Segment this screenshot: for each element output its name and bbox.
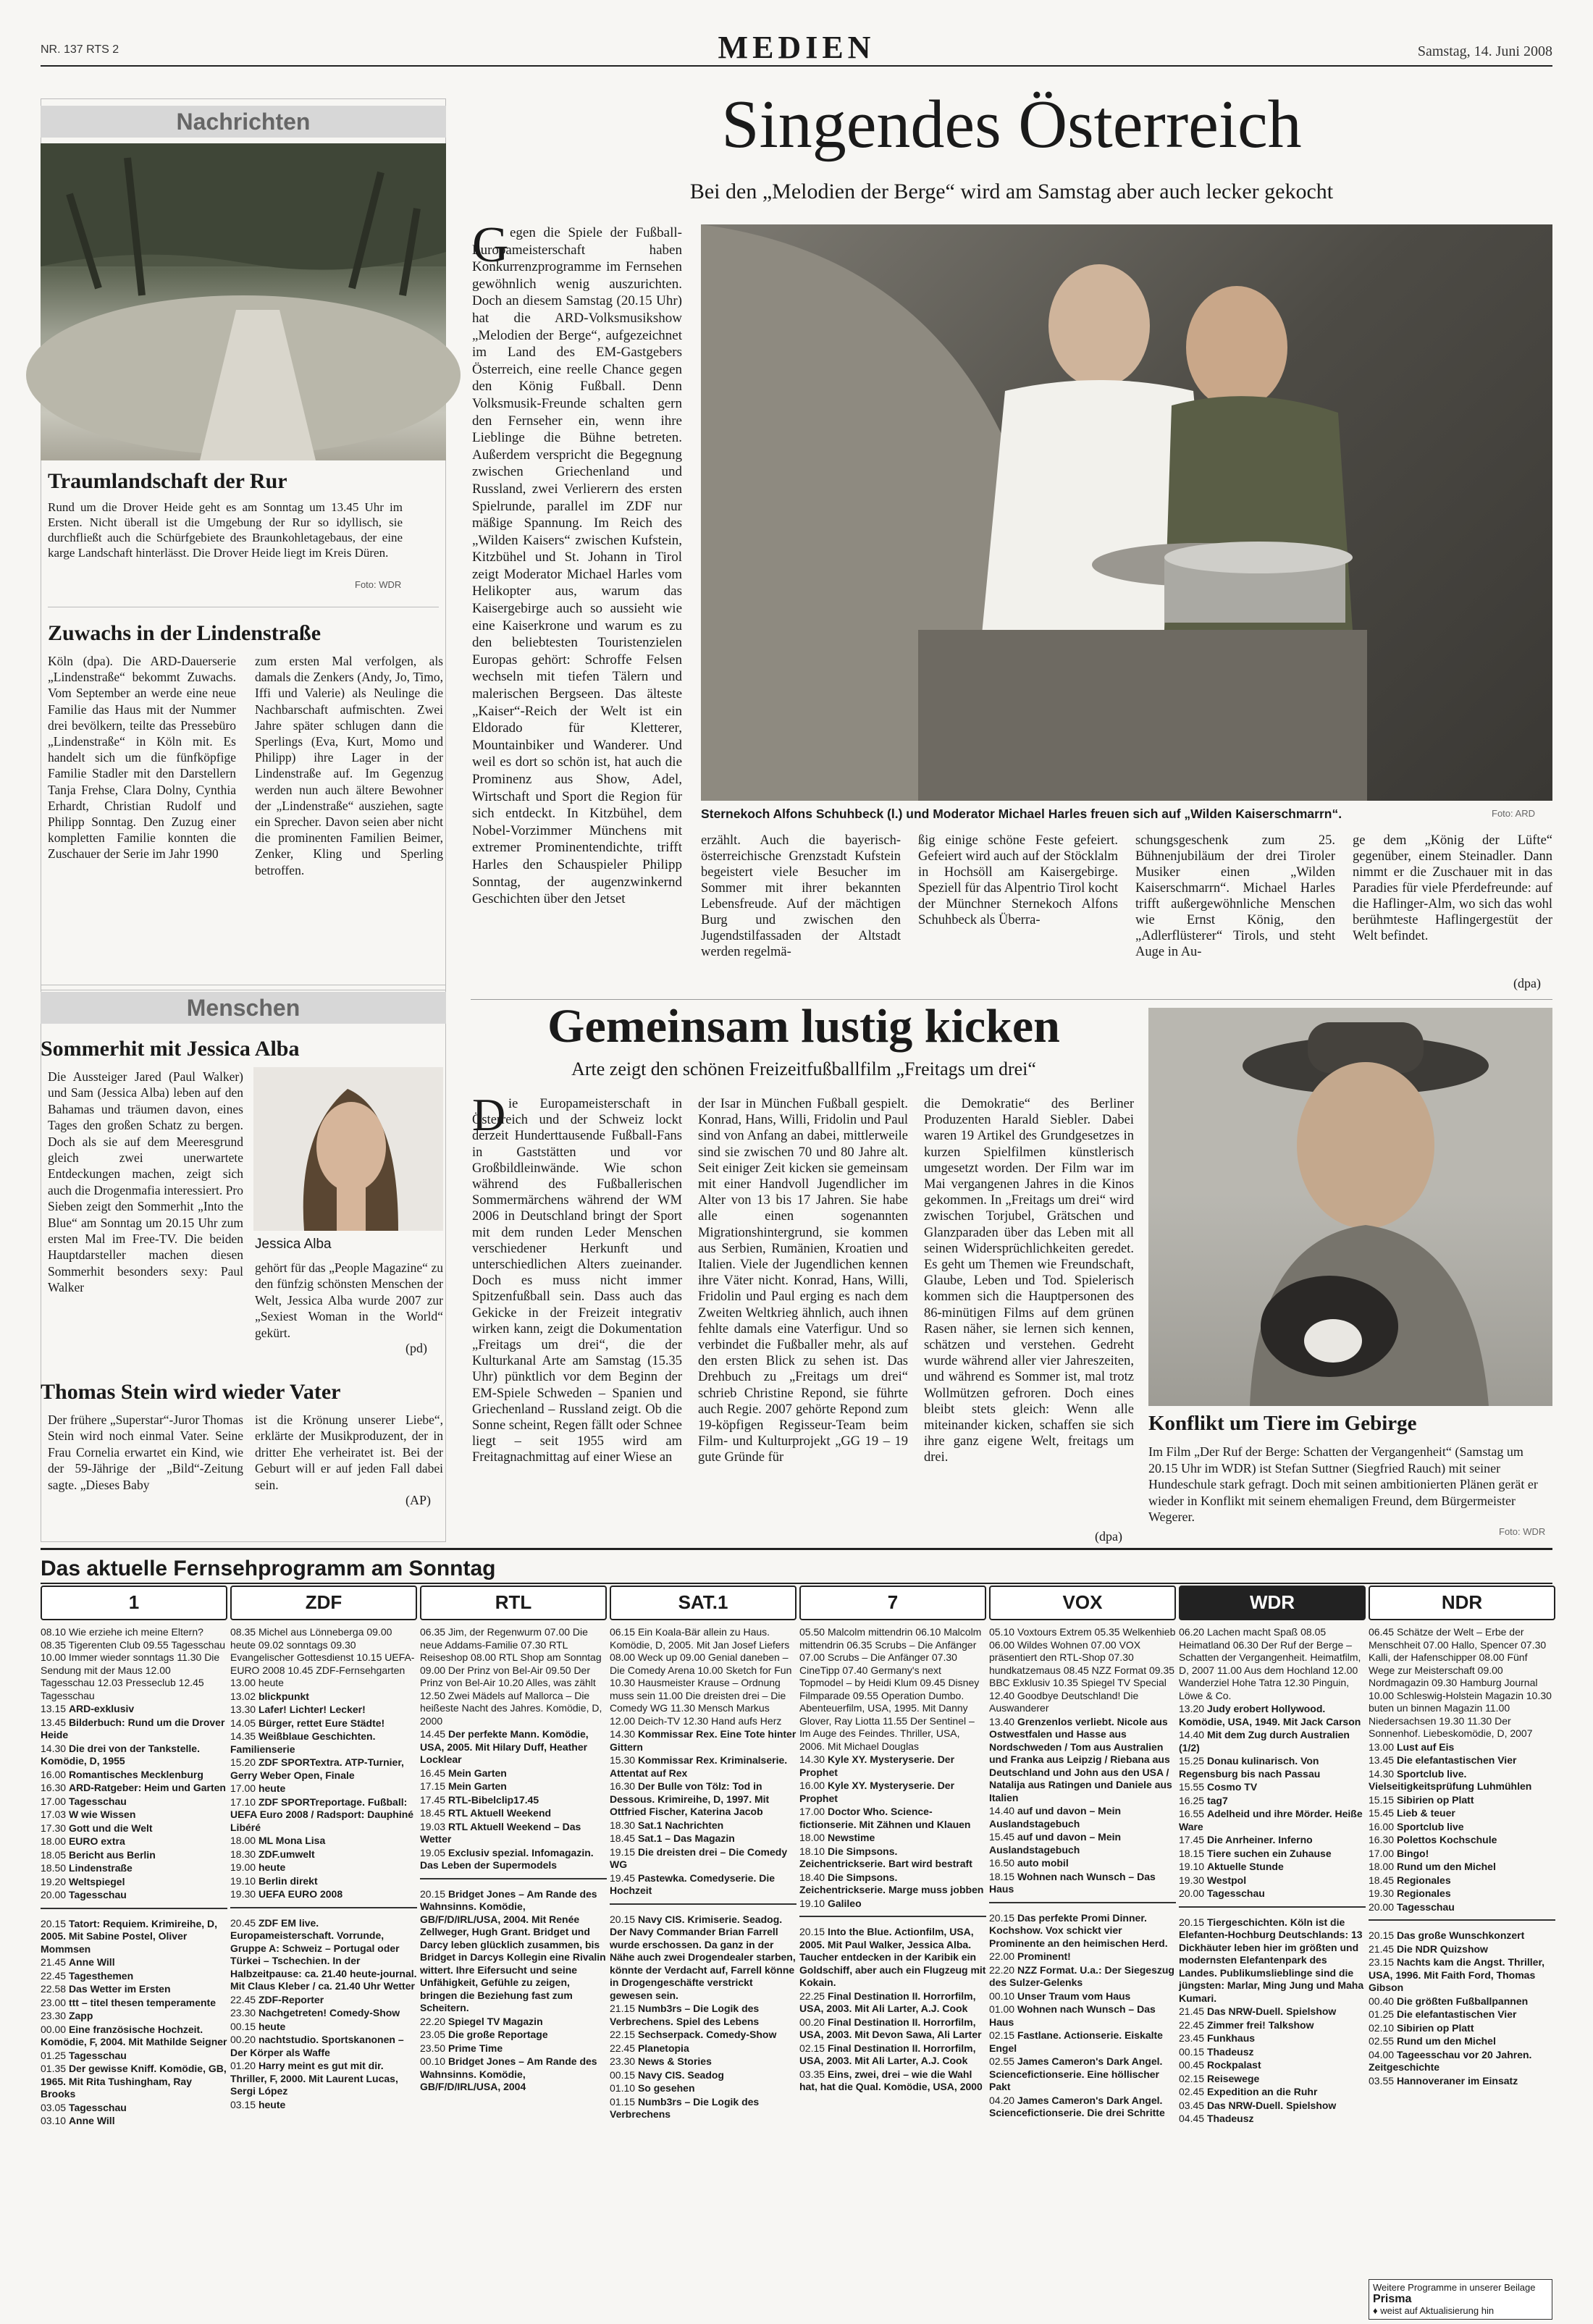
tv-footer-text2: weist auf Aktualisierung hin: [1380, 2305, 1495, 2316]
tv-listing-entry: 03.35 Eins, zwei, drei – wie die Wahl hat, hat die Qual. Komödie, USA, 2000: [799, 2068, 983, 2092]
tv-listing-entry: 15.15 Sibirien op Platt: [1369, 1793, 1474, 1806]
tv-listing-entry: 17.45 Die Anrheiner. Inferno: [1179, 1834, 1313, 1845]
wdr-logo-icon: WDR: [1179, 1586, 1366, 1620]
tv-listing-entry: 18.00 ML Mona Lisa: [230, 1835, 326, 1846]
main-col-3: schungsgeschenk zum 25. Bühnenjubiläum der drei Tiroler Musiker einen „Wilden Kaiserschmarrn“. Michael Harles trifft außergewöhnliche Menschen wie Ernst König, den „Adlerflüsterer“ Tirols, und steht Auge in Au-: [1135, 833, 1335, 959]
ndr-logo-icon: NDR: [1369, 1586, 1555, 1620]
main-col-2: ßig einige schöne Feste gefeiert. Gefeiert wird auch auf der Stöcklalm in Hochsöll am Kaisergebirge. Speziell für das Alpentrio Tirol kocht der Münchner Sternekoch Alfons Schuhbeck als Überra-: [918, 833, 1118, 927]
tv-listing-entry: 04.00 Tageesschau vor 20 Jahren. Zeitgeschichte: [1369, 2048, 1532, 2073]
story-col2-alba: gehört für das „People Magazine“ zu den fünfzig schönsten Menschen der Welt, Jessica Alba wurde 2007 zur „Sexiest Woman in the World“ gekürt.: [255, 1260, 443, 1340]
tv-listing-entry: 20.15 Tatort: Requiem. Krimireihe, D, 2005. Mit Sabine Postel, Oliver Mommsen: [41, 1917, 218, 1955]
tv-listing-entry: 22.25 Final Destination II. Horrorfilm, USA, 2003. Mit Ali Larter, A.J. Cook: [799, 1990, 976, 2014]
second-col-3: die Demokratie“ des Berliner Produzenten Harald Siebler. Dabei waren 19 Artikel des Grundgesetzes in kurzen Spielfilmen künstlerisch umgesetzt worden. Der Film war im Mai vergangenen Jahres in die Kinos gekommen. In „Freitags um drei“ wird zwischen Torjubel, Grätschen und Glanzparaden über das Leben mit all seinen Widersprüchlichkeiten geredet. Es geht um Themen wie Freundschaft, Glaube, Leben und Tod. Spielerisch kommen sich die Hauptpersonen des 86-minütigen Films auf dem grünen Rasen näher, sie lernen sich kennen, schätzen und verstehen. Gedreht wurde während aller vier Jahreszeiten, und während es Sommer ist, mal trotz Wollmützen gefroren. Doch eines bleibt stets gleich: Wenn alle miteinander kicken, schaffen sie sich ihre ganz eigene Welt, freitags um drei.: [924, 1097, 1134, 1465]
tv-listing-entry: 21.15 Numb3rs – Die Logik des Verbrechens. Spiel des Lebens: [610, 2003, 760, 2027]
tv-listing-entry: 13.00 Lust auf Eis: [1369, 1740, 1455, 1753]
tv-listing-entry: 01.25 Die elefantastischen Vier: [1369, 2008, 1517, 2020]
tv-eve-pro7: [799, 1926, 986, 2094]
tv-listing-entry: 00.10 Unser Traum vom Haus: [989, 1990, 1131, 2002]
tv-day-zdf: [230, 1626, 417, 1901]
tv-listing-entry: 19.10 Berlin direkt: [230, 1874, 318, 1887]
tv-listing-entry: 02.15 Final Destination II. Horrorfilm, USA, 2003. Mit Ali Larter, A.J. Cook: [799, 2042, 976, 2066]
tv-listing-entry: 20.45 ZDF EM live. Europameisterschaft. Vorrunde, Gruppe A: Schweiz – Portugal oder Türkei – Tschechien. In der Halbzeitpause: ca. 21.40 heute-journal. Mit Claus Kleber / ca. 21.40 Uhr Wetter: [230, 1916, 417, 1992]
tv-listing-entry: 16.50 auto mobil: [989, 1857, 1069, 1869]
story-col1-stein: Der frühere „Superstar“-Juror Thomas Stein wird noch einmal Vater. Seine Frau Cornelia erwartet ein Kind, wie der 59-Jährige der „Bild“-Zeitung sagte. „Dieses Baby: [48, 1412, 243, 1492]
tv-listing-entry: 20.15 Das perfekte Promi Dinner. Kochshow. Vox schickt vier Prominente an den heimischen Herd.: [989, 1911, 1168, 1949]
tv-listing-entry: 16.55 Adelheid und ihre Mörder. Heiße Ware: [1179, 1808, 1363, 1832]
story-title-rur: Traumlandschaft der Rur: [48, 469, 287, 493]
tv-listing-entry: 03.15 heute: [230, 2098, 286, 2110]
nachrichten-header: Nachrichten: [41, 106, 446, 138]
tv-listing-entry: 18.00 EURO extra: [41, 1835, 125, 1847]
section-title: MEDIEN: [718, 30, 875, 65]
tv-listing-entry: 22.45 Tagesthemen: [41, 1969, 134, 1982]
second-dropcap: D: [472, 1089, 506, 1140]
tv-listing-entry: 20.15 Navy CIS. Krimiserie. Seadog. Der Navy Commander Brian Farrell wurde erschossen. Da ganz in der Nähe auch zwei Drogendealer starben, könnte der Verdacht auf, Farrell könne in Drogengeschäfte verstrickt gewesen sein.: [610, 1913, 796, 2001]
tv-listing-entry: 14.35 Weißblaue Geschichten. Familienserie: [230, 1730, 376, 1755]
tv-listing-entry: 18.45 Regionales: [1369, 1874, 1451, 1886]
tv-listing-entry: 20.15 Into the Blue. Actionfilm, USA, 2005. Mit Paul Walker, Jessica Alba. Taucher entdecken in der Karibik ein Goldschiff, aber auch ein Flugzeug mit Kokain.: [799, 1926, 986, 1988]
tv-eve-vox: [989, 1912, 1176, 2120]
main-photo-caption: Sternekoch Alfons Schuhbeck (l.) und Moderator Michael Harles freuen sich auf „Wilden Kaiserschmarrn“.: [701, 807, 1342, 821]
tv-listing-entry: 01.20 Harry meint es gut mit dir. Thriller, F, 2000. Mit Laurent Lucas, Sergi López: [230, 2060, 398, 2097]
tv-column-rtl: [420, 1586, 607, 2310]
main-dropcap: G: [472, 217, 509, 273]
tv-listing-entry: 13.40 Grenzenlos verliebt. Nicole aus Ostwestfalen und Hasse aus Nordschweden / Tom aus Australien und Franka aus Leipzig / Riebana aus Deutschland und John aus den USA / Natalija aus Ratingen und Daniele aus Italien: [989, 1715, 1172, 1803]
tv-listing-entry: 13.30 Lafer! Lichter! Lecker!: [230, 1704, 366, 1715]
tv-listing-entry: 13.45 Die elefantastischen Vier: [1369, 1754, 1517, 1766]
tv-footer-text: Weitere Programme in unserer Beilage: [1373, 2282, 1536, 2293]
tv-listing-entry: 20.15 Tiergeschichten. Köln ist die Elefanten-Hochburg Deutschlands: 13 Dickhäuter leben hier im größten und modernsten Elefantenpark des Landes. Publikumslieblinge sind die jüngsten: Marlar, Ming Jung und Maha Kumari.: [1179, 1916, 1364, 2004]
tv-listing-entry: 23.50 Prime Time: [420, 2042, 503, 2054]
tv-listing-entry: 15.25 Donau kulinarisch. Von Regensburg bis nach Passau: [1179, 1755, 1321, 1780]
jessica-alba-photo: [253, 1067, 443, 1231]
tv-listing-entry: 02.15 Reisewege: [1179, 2072, 1260, 2084]
tv-listing-entry: 18.50 Lindenstraße: [41, 1862, 133, 1874]
story-title-konflikt: Konflikt um Tiere im Gebirge: [1148, 1412, 1417, 1435]
tv-listing-entry: 22.45 Planetopia: [610, 2042, 689, 2054]
tv-column-wdr: [1179, 1586, 1366, 2310]
zdf-logo-icon: ZDF: [230, 1586, 417, 1620]
tv-listing-entry: 17.00 Doctor Who. Science-fictionserie. Mit Zähnen und Klauen: [799, 1806, 971, 1830]
tv-listing-entry: 16.00 Sportclub live: [1369, 1820, 1464, 1832]
rtl-logo-icon: RTL: [420, 1586, 607, 1620]
tv-listing-entry: 17.30 Gott und die Welt: [41, 1822, 153, 1834]
tv-listing-entry: 19.30 UEFA EURO 2008: [230, 1888, 343, 1900]
tv-listing-entry: 05.50 Malcolm mittendrin 06.10 Malcolm mittendrin 06.35 Scrubs – Die Anfänger 07.00 Scrubs – Die Anfänger 07.30 CineTipp 07.40 Germany's next Topmodel – by Heidi Klum 09.45 Disney Filmparade 09.55 Operation Dumbo. Abenteuerfilm, USA, 1995. Mit Danny Glover, Ray Liotta 11.55 Der Sentinel – Im Auge des Feindes. Thriller, USA, 2006. Mit Michael Douglas: [799, 1626, 982, 1752]
tv-listing-entry: 00.45 Rockpalast: [1179, 2059, 1261, 2071]
tv-listing-entry: 00.10 Bridget Jones – Am Rande des Wahnsinns. Komödie, GB/F/D/IRL/USA, 2004: [420, 2055, 597, 2092]
tv-listing-entry: 04.45 Thadeusz: [1179, 2113, 1254, 2124]
tv-listing-entry: 23.00 ttt – titel thesen temperamente: [41, 1996, 216, 2008]
tv-listing-entry: 00.15 heute: [230, 2020, 286, 2032]
tv-day-rtl: [420, 1626, 607, 1872]
tv-listing-entry: 00.20 Final Destination II. Horrorfilm, USA, 2003. Mit Devon Sawa, Ali Larter: [799, 2016, 982, 2040]
tv-listing-entry: 06.35 Jim, der Regenwurm 07.00 Die neue Addams-Familie 07.30 RTL Reiseshop 08.00 RTL Shop am Sonntag 09.00 Der Prinz von Bel-Air 09.50 Der Prinz von Bel-Air 10.20 Alles, was zählt 12.50 Zwei Mädels auf Mallorca – Die heißeste Nacht des Jahres. Komödie, D, 2000: [420, 1626, 602, 1727]
tv-listing-entry: 22.00 Prominent!: [989, 1950, 1071, 1962]
tv-day-vox: [989, 1626, 1176, 1896]
tv-listing-entry: 15.30 Kommissar Rex. Kriminalserie. Attentat auf Rex: [610, 1754, 788, 1779]
second-col-2: der Isar in München Fußball gespielt. Konrad, Hans, Willi, Fridolin und Paul sind von Anfang an dabei, mittlerweile sind sie zwischen 70 und 80 Jahre alt. Seit einiger Zeit kicken sie gemeinsam mit einer Handvoll Jugendlicher im Alter von 13 bis 17 Jahren. Sie habe alle einen sogenannten Migrationshintergrund, sie kommen aus Serbien, Rumänien, Kroatien und Italien. Viele der Jugendlichen kennen ihre Väter nicht. Konrad, Hans, Willi, Fridolin und Paul erging es nach dem Zweiten Weltkrieg ähnlich, auch ihnen fehlte damals eine Vaterfigur. Und so verbindet die Fußballer mehr, als auf den ersten Blick zu sehen ist. Das Drehbuch zu „Freitags um drei“ schrieb Christine Repond, sie führte auch Regie. 2007 gehörte Repond zum 19-köpfigen Regisseur-Team beim Film- und Kulturprojekt „GG 19 – 19 gute Gründe für: [698, 1097, 908, 1465]
tv-listing-entry: 14.45 Der perfekte Mann. Komödie, USA, 2005. Mit Hilary Duff, Heather Locklear: [420, 1728, 589, 1765]
tv-listing-entry: 23.30 Zapp: [41, 2010, 93, 2021]
tv-listing-entry: 08.10 Wie erziehe ich meine Eltern? 08.35 Tigerenten Club 09.55 Tagesschau 10.00 Immer wieder sonntags 11.30 Die Sendung mit der Maus 12.00 Tagesschau 12.03 Presseclub 12.45 Tagesschau: [41, 1626, 226, 1701]
tv-listing-entry: 15.20 ZDF SPORTextra. ATP-Turnier, Gerry Weber Open, Finale: [230, 1756, 404, 1781]
tv-listing-entry: 18.15 Wohnen nach Wunsch – Das Haus: [989, 1870, 1156, 1895]
menschen-header: Menschen: [41, 992, 446, 1024]
story-body-konflikt: Im Film „Der Ruf der Berge: Schatten der Vergangenheit“ (Samstag um 20.15 Uhr im WDR) ist Stefan Suttner (Siegfried Rauch) mit seiner Hundeschule stark gefragt. Doch mit seinen ambitionierten Plänen gerät er wieder in Konflikt mit seinem ehemaligen Freund, dem Bürgermeister Wegerer.: [1148, 1444, 1538, 1524]
tv-listing-entry: 13.15 ARD-exklusiv: [41, 1703, 135, 1714]
tv-listing-entry: 03.05 Tagesschau: [41, 2101, 127, 2113]
second-subtitle: Arte zeigt den schönen Freizeitfußballfilm „Freitags um drei“: [571, 1058, 1036, 1079]
tv-listing-entry: 19.20 Weltspiegel: [41, 1875, 125, 1887]
tv-listing-entry: 02.55 Rund um den Michel: [1369, 2035, 1496, 2047]
tv-eve-ndr: [1369, 1929, 1555, 2087]
tv-listing-entry: 14.05 Bürger, rettet Eure Städte!: [230, 1717, 385, 1729]
tv-column-ard: [41, 1586, 227, 2310]
tv-listing-entry: 16.30 ARD-Ratgeber: Heim und Garten: [41, 1782, 226, 1793]
tv-listing-entry: 19.03 RTL Aktuell Weekend – Das Wetter: [420, 1820, 581, 1845]
tv-listing-entry: 17.00 Bingo!: [1369, 1847, 1429, 1859]
tv-listing-entry: 14.30 Die drei von der Tankstelle. Komödie, D, 1955: [41, 1742, 200, 1767]
story-title-alba: Sommerhit mit Jessica Alba: [41, 1037, 300, 1061]
tv-listing-entry: 14.30 Kommissar Rex. Eine Tote hinter Gittern: [610, 1728, 796, 1753]
ard-logo-icon: 1: [41, 1586, 227, 1620]
river-photo: [41, 143, 446, 460]
tv-listing-entry: 14.40 auf und davon – Mein Auslandstagebuch: [989, 1805, 1122, 1830]
tv-listing-entry: 23.15 Nachts kam die Angst. Thriller, USA, 1996. Mit Faith Ford, Thomas Gibson: [1369, 1956, 1545, 1993]
tv-listing-entry: 08.35 Michel aus Lönneberga 09.00 heute 09.02 sonntags 09.30 Evangelischer Gottesdienst 10.15 UEFA-EURO 2008 10.45 ZDF-Fernsehgarten 13.00 heute: [230, 1626, 415, 1688]
tv-listing-entry: 19.30 Regionales: [1369, 1887, 1451, 1899]
tv-listing-entry: 19.05 Exclusiv spezial. Infomagazin. Das Leben der Supermodels: [420, 1846, 594, 1871]
tv-eve-sat1: [610, 1913, 796, 2121]
tv-listing-entry: 16.30 Der Bulle von Tölz: Tod in Dessous. Krimireihe, D, 1997. Mit Ottfried Fischer, Katerina Jacob: [610, 1780, 770, 1817]
tv-day-wdr: [1179, 1626, 1366, 1900]
main-col-1: erzählt. Auch die bayerisch-österreichische Grenzstadt Kufstein begeistert viele Besucher im Sommer mit ihrer bekannten Lebensfreude. Auf der mächtigen Burg und zwischen den Jugendstilfassaden der Altstadt werden regelmä-: [701, 833, 901, 959]
tv-footer: [1369, 2279, 1552, 2320]
tv-listing-entry: 01.25 Tagesschau: [41, 2049, 127, 2061]
tv-listing-entry: 15.45 auf und davon – Mein Auslandstagebuch: [989, 1831, 1122, 1856]
sign-stein: (AP): [405, 1493, 431, 1507]
sat1-logo-icon: SAT.1: [610, 1586, 796, 1620]
tv-listing-entry: 18.45 Sat.1 – Das Magazin: [610, 1832, 735, 1844]
main-headline: Singendes Österreich: [721, 87, 1302, 162]
tv-listing-entry: 19.45 Pastewka. Comedyserie. Die Hochzeit: [610, 1872, 776, 1896]
tv-eve-zdf: [230, 1917, 417, 2112]
tv-listing-entry: 00.20 nachtstudio. Sportskanonen – Der Körper als Waffe: [230, 2034, 404, 2058]
photo-credit-rur: Foto: WDR: [355, 579, 402, 590]
tv-listing-entry: 02.55 James Cameron's Dark Angel. Sciencefictionserie. Eine höllischer Pakt: [989, 2055, 1163, 2092]
tv-listing-entry: 21.45 Das NRW-Duell. Spielshow: [1179, 2005, 1337, 2017]
tv-listing-entry: 00.00 Eine französische Hochzeit. Komödie, F, 2004. Mit Mathilde Seigner: [41, 2023, 227, 2047]
tv-listing-entry: 20.00 Tagesschau: [41, 1889, 127, 1900]
tv-listing-entry: 16.00 Romantisches Mecklenburg: [41, 1768, 203, 1780]
tv-listing-entry: 20.15 Bridget Jones – Am Rande des Wahnsinns. Komödie, GB/F/D/IRL/USA, 2004. Mit Renée Zellweger, Hugh Grant. Bridget und Darcy leben glücklich zusammen, bis Bridget in Darcys Kollegin eine Rivalin wittert. Ihre Eifersucht und seine Unfähigkeit, Gefühle zu zeigen, bringen die Beziehung fast zum Scheitern.: [420, 1887, 606, 2013]
tv-listing-entry: 03.10 Anne Will: [41, 2115, 115, 2126]
tv-section-title: Das aktuelle Fernsehprogramm am Sonntag: [41, 1557, 496, 1580]
tv-listing-entry: 22.45 ZDF-Reporter: [230, 1993, 324, 2005]
tv-eve-ard: [41, 1918, 227, 2128]
tv-listing-entry: 15.45 Lieb & teuer: [1369, 1807, 1455, 1819]
tv-listing-entry: 02.10 Sibirien op Platt: [1369, 2021, 1474, 2034]
tv-listing-entry: 17.00 heute: [230, 1782, 286, 1794]
tv-listing-entry: 06.45 Schätze der Welt – Erbe der Menschheit 07.00 Hallo, Spencer 07.30 Kalli, der Hafenschipper 08.00 Fünf Wege zur Meisterschaft 09.00 Nordmagazin 09.30 Hamburg Journal 10.00 Schleswig-Holstein Magazin 10.30 buten un binnen Magazin 11.00 Niedersachsen 19.30 11.30 Der Sonnenhof. Liebeskomödie, D, 2007: [1369, 1626, 1552, 1739]
tv-listing-entry: 18.15 Tiere suchen ein Zuhause: [1179, 1847, 1332, 1859]
tv-listing-entry: 19.10 Galileo: [799, 1897, 862, 1909]
tv-listing-entry: 23.45 Funkhaus: [1179, 2032, 1256, 2044]
main-photo-credit: Foto: ARD: [1492, 808, 1535, 819]
tv-listing-entry: 13.45 Bilderbuch: Rund um die Drover Heide: [41, 1716, 225, 1740]
story-title-lindenstrasse: Zuwachs in der Lindenstraße: [48, 621, 321, 645]
tv-column-ndr: [1369, 1586, 1555, 2281]
tv-listing-entry: 17.03 W wie Wissen: [41, 1809, 136, 1820]
tv-listing-entry: 17.15 Mein Garten: [420, 1780, 507, 1792]
photo-credit-konflikt: Foto: WDR: [1499, 1526, 1546, 1537]
tv-listing-entry: 17.00 Tagesschau: [41, 1795, 127, 1807]
tv-listing-entry: 20.15 Das große Wunschkonzert: [1369, 1929, 1525, 1941]
tv-listing-entry: 21.45 Anne Will: [41, 1956, 115, 1968]
main-subtitle: Bei den „Melodien der Berge“ wird am Samstag aber auch lecker gekocht: [689, 180, 1334, 203]
tv-listing-entry: 18.00 Rund um den Michel: [1369, 1861, 1496, 1872]
tv-listing-entry: 13.20 Judy erobert Hollywood. Komödie, USA, 1949. Mit Jack Carson: [1179, 1703, 1361, 1727]
tv-listing-entry: 00.40 Die größten Fußballpannen: [1369, 1995, 1529, 2007]
tv-listing-entry: 06.15 Ein Koala-Bär allein zu Haus. Komödie, D, 2005. Mit Jan Josef Liefers 08.00 Weck up 09.00 Genial daneben – Die Comedy Arena 10.00 Sketch for Fun 10.30 Hausmeister Krause – Ordnung muss sein 11.00 Die dreisten drei – Die Comedy WG 11.30 Mensch Markus 12.00 Deich-TV 12.30 Hand aufs Herz: [610, 1626, 792, 1727]
story-title-stein: Thomas Stein wird wieder Vater: [41, 1380, 341, 1404]
tv-listing-entry: 14.30 Kyle XY. Mysteryserie. Der Prophet: [799, 1753, 955, 1778]
tv-listing-entry: 05.10 Voxtours Extrem 05.35 Welkenhieb 06.00 Wildes Wohnen 07.00 VOX präsentiert den RTL-Shop 07.30 hundkatzemaus 08.45 NZZ Format 09.35 BBC Exklusiv 10.35 Spiegel TV Special 12.40 Goodbye Deutschland! Die Auswanderer: [989, 1626, 1176, 1714]
tv-listing-entry: 13.02 blickpunkt: [230, 1690, 309, 1702]
tv-listing-entry: 02.45 Expedition an die Ruhr: [1179, 2086, 1318, 2097]
tv-listing-entry: 22.20 Spiegel TV Magazin: [420, 2015, 543, 2027]
tv-column-zdf: [230, 1586, 417, 2310]
tv-column-pro7: [799, 1586, 986, 2310]
tv-listing-entry: 04.20 James Cameron's Dark Angel. Sciencefictionserie. Die drei Schritte: [989, 2094, 1165, 2118]
prisma-logo-icon: Prisma: [1373, 2293, 1412, 2305]
chef-photo: [701, 224, 1552, 801]
tv-column-sat1: [610, 1586, 796, 2310]
story-col2-stein: ist die Krönung unserer Liebe“, erklärte der Musikproduzent, der in dritter Ehe verheiratet ist. Bei der Geburt will er auf jeden Fall dabei sein.: [255, 1412, 443, 1492]
mountain-man-photo: [1148, 1008, 1552, 1406]
tv-listing-entry: 18.40 Die Simpsons. Zeichentrickserie. Marge muss jobben: [799, 1871, 984, 1895]
tv-listing-entry: 18.00 Newstime: [799, 1832, 875, 1843]
tv-day-ard: [41, 1626, 227, 1902]
tv-column-vox: [989, 1586, 1176, 2310]
second-headline: Gemeinsam lustig kicken: [547, 1000, 1060, 1053]
tv-listing-entry: 16.00 Kyle XY. Mysteryserie. Der Prophet: [799, 1780, 955, 1804]
sign-alba: (pd): [405, 1341, 427, 1355]
vox-logo-icon: VOX: [989, 1586, 1176, 1620]
tv-listing-entry: 23.30 Nachgetreten! Comedy-Show: [230, 2007, 400, 2018]
tv-listing-entry: 18.10 Die Simpsons. Zeichentrickserie. Bart wird bestraft: [799, 1845, 972, 1869]
tv-listing-entry: 00.15 Navy CIS. Seadog: [610, 2068, 724, 2081]
tv-listing-entry: 22.45 Zimmer frei! Talkshow: [1179, 2018, 1314, 2031]
second-sign: (dpa): [1095, 1529, 1122, 1544]
main-col-4: ge dem „König der Lüfte“ gegenüber, einem Steinadler. Dann nimmt er die Zuschauer mit in das Paradies für viele Pferdefreunde: auf die Haflinger-Alm, wo sich das wohl berühmteste Haflingergestüt der Welt befindet.: [1353, 833, 1552, 943]
tv-listing-entry: 18.45 RTL Aktuell Weekend: [420, 1807, 552, 1819]
tv-listing-entry: 18.05 Bericht aus Berlin: [41, 1848, 156, 1861]
main-sign: (dpa): [1513, 976, 1541, 990]
tv-day-ndr: [1369, 1626, 1555, 1913]
tv-listing-entry: 18.30 Sat.1 Nachrichten: [610, 1819, 724, 1831]
tv-listing-entry: 01.15 Numb3rs – Die Logik des Verbrechens: [610, 2095, 760, 2120]
tv-listing-entry: 20.00 Tagesschau: [1179, 1887, 1265, 1899]
tv-eve-wdr: [1179, 1916, 1366, 2126]
tv-listing-entry: 18.30 ZDF.umwelt: [230, 1848, 315, 1860]
tv-listing-entry: 14.30 Sportclub live. Vielseitigkeitsprüfung Luhmühlen: [1369, 1767, 1532, 1792]
tv-day-pro7: [799, 1626, 986, 1910]
update-marker-icon: ♦: [1373, 2305, 1378, 2316]
tv-listing-entry: 22.15 Sechserpack. Comedy-Show: [610, 2029, 777, 2040]
tv-listing-entry: 19.15 Die dreisten drei – Die Comedy WG: [610, 1845, 788, 1870]
tv-listing-entry: 22.58 Das Wetter im Ersten: [41, 1983, 171, 1995]
tv-listing-entry: 14.40 Mit dem Zug durch Australien (1/2): [1179, 1729, 1350, 1753]
tv-listing-entry: 03.45 Das NRW-Duell. Spielshow: [1179, 2099, 1337, 2111]
tv-listing-entry: 01.35 Der gewisse Kniff. Komödie, GB, 1965. Mit Rita Tushingham, Ray Brooks: [41, 2063, 227, 2100]
tv-listing-entry: 02.15 Fastlane. Actionserie. Eiskalte Engel: [989, 2029, 1163, 2054]
tv-listing-entry: 03.55 Hannoveraner im Einsatz: [1369, 2074, 1518, 2087]
tv-listing-entry: 23.30 News & Stories: [610, 2055, 712, 2067]
pro7-logo-icon: 7: [799, 1586, 986, 1620]
tv-listing-entry: 16.45 Mein Garten: [420, 1767, 507, 1779]
story-col1-lindenstrasse: Köln (dpa). Die ARD-Dauerserie „Lindenstraße“ bekommt Zuwachs. Vom September an werde eine neue Familie das Haus mit der Nummer drei bevölkern, teilte das Pressebüro „Lindenstraße“ in Köln mit. Es handelt sich um die fünfköpfige Familie Stadler mit den Darstellern Tanja Frehse, Clara Dolny, Cynthia Erhardt, Christian Rudolf und Philipp Sonntag. Den Zuzug einer kompletten Familie konnten die Zuschauer der Serie im Jahr 1990: [48, 654, 236, 862]
tv-listing-entry: 23.05 Die große Reportage: [420, 2029, 548, 2040]
tv-listing-entry: 16.25 tag7: [1179, 1794, 1228, 1806]
tv-listing-entry: 00.15 Thadeusz: [1179, 2045, 1254, 2058]
tv-listing-entry: 19.00 heute: [230, 1861, 286, 1873]
tv-day-sat1: [610, 1626, 796, 1898]
tv-listing-entry: 21.45 Die NDR Quizshow: [1369, 1942, 1488, 1955]
tv-listing-entry: 15.55 Cosmo TV: [1179, 1781, 1258, 1793]
tv-listing-entry: 17.10 ZDF SPORTreportage. Fußball: UEFA Euro 2008 / Radsport: Dauphiné Libéré: [230, 1795, 414, 1833]
tv-listing-entry: 16.30 Polettos Kochschule: [1369, 1834, 1497, 1845]
tv-listing-entry: 20.00 Tagesschau: [1369, 1900, 1455, 1913]
page-date: Samstag, 14. Juni 2008: [1417, 43, 1552, 59]
story-col1-alba: Die Aussteiger Jared (Paul Walker) und Sam (Jessica Alba) leben auf den Bahamas und träumen davon, eines Tages den großen Schatz zu bergen. Doch als sie auf dem Meeresgrund gleich zwei unerwartete Entdeckungen machen, zeigt sich auch die Drogenmafia interessiert. Pro Sieben zeigt den Sommerhit „Into the Blue“ am Sonntag um 20.15 Uhr zum ersten Mal im Free-TV. Die beiden Hauptdarsteller machen diesen Sommerhit besonders sexy: Paul Walker: [48, 1069, 243, 1295]
second-col-1: ie Europameisterschaft in Österreich und der Schweiz lockt derzeit Hunderttausende Fußball-Fans in Gaststätten und vor Großbildleinwände. Wie schon während des Fußballerischen Sommermärchens während der WM 2006 in Deutschland bringt der Sport mit dem runden Leder Menschen verschiedener Herkunft und unterschiedlichen Alters zueinander. Doch es muss nicht immer Spitzenfußball sein. Dass auch das Gekicke in der Freizeit integrativ wirken kann, zeigt die Dokumentation „Freitags um drei“, die der Kulturkanal Arte am Samstag (15.35 Uhr) pünktlich vor dem Beginn der EM-Spiele Schweden – Spanien und Griechenland – Russland zeigt. Ob die Sonne scheint, Regen fällt oder Schnee liegt – seit 1955 wird am Freitagnachmittag auf einer Wiese an: [472, 1097, 682, 1465]
tv-listing-entry: 01.10 So gesehen: [610, 2082, 695, 2094]
tv-listing-entry: 22.20 NZZ Format. U.a.: Der Siegeszug des Sulzer-Gelenks: [989, 1963, 1174, 1988]
story-col2-lindenstrasse: zum ersten Mal verfolgen, als damals die Zenkers (Andy, Jo, Timo, Iffi und Valerie) als Neulinge die Nachbarschaft aufmischten. Zwei Jahre später schlugen dann die Sperlings (Eva, Kurt, Momo und Philipp) ihre Lager in der Lindenstraße auf. Im Gegenzug werden nun auch ältere Bewohner der „Lindenstraße“ ausziehen, sagte ein Sprecher. Davon seien aber nicht die prominenten Familien Beimer, Zenker, Kling und Sperling betroffen.: [255, 654, 443, 877]
page-number: NR. 137 RTS 2: [41, 43, 119, 56]
tv-listing-entry: 17.45 RTL-Bibelclip17.45: [420, 1793, 539, 1806]
main-lead: egen die Spiele der Fußball-Europameisterschaft haben Konkurrenzprogramme im Fernsehen gewöhnlich wenig auszurichten. Doch an diesem Samstag (20.15 Uhr) hat die ARD-Volksmusikshow „Melodien der Berge“, aufgezeichnet im Land des EM-Gastgebers Österreich, eine reelle Chance gegen den König Fußball. Denn Volksmusik-Freunde schalten gern den Fernseher ein, wenn ihre Lieblinge die Bühne betreten. Außerdem verspricht die Begegnung zwischen Griechenland und Russland, zwei Verlierern des ersten Spielrunde, parallel im ZDF nur mäßige Spannung. Im Reich des „Wilden Kaisers“ zwischen Kufstein, Kitzbühel und St. Johann in Tirol zeigt Moderator Michael Harles vom Helikopter aus, warum das Kaisergebirge auch so aussieht wie eine Kaiserkrone und warum es zu den beliebtesten Touristenzielen Europas gehört: Schroffe Felsen wechseln mit tiefen Tälern und malerischen Bergseen. Das älteste „Kaiser“-Reich der Welt ist ein Eldorado für Kletterer, Mountainbiker und Wanderer. Und weil es dort so schön ist, hat auch die Prominenz aus Show, Adel, Wirtschaft und Sport die Region für sich entdeckt. In Kitzbühel, dem Nobel-Vorzimmer Münchens mit extremer Prominentendichte, trifft Harles den Schauspieler Philipp Sonntag, der augenzwinkernd Geschichten über den Jetset: [472, 225, 682, 907]
photo-caption-alba: Jessica Alba: [255, 1237, 332, 1252]
tv-listing-entry: 06.20 Lachen macht Spaß 08.05 Heimatland 06.30 Der Ruf der Berge – Schatten der Vergangenheit. Heimatfilm, D, 2007 11.00 Aus dem Hochland 12.00 Wanderziel Hohe Tatra 12.30 Pinguin, Löwe & Co.: [1179, 1626, 1361, 1701]
tv-listing-entry: 19.30 Westpol: [1179, 1874, 1247, 1886]
tv-eve-rtl: [420, 1888, 607, 2094]
story-body-rur: Rund um die Drover Heide geht es am Sonntag um 13.45 Uhr im Ersten. Nicht überall ist die Umgebung der Rur so idyllisch, sie durchfließt auch die Schürfgebiete des Braunkohletagebaus, der eine karge Landschaft hinterlässt. Die Drover Heide liegt im Kreis Düren.: [48, 500, 403, 560]
tv-listing-entry: 01.00 Wohnen nach Wunsch – Das Haus: [989, 2003, 1156, 2028]
tv-listing-entry: 19.10 Aktuelle Stunde: [1179, 1861, 1284, 1872]
